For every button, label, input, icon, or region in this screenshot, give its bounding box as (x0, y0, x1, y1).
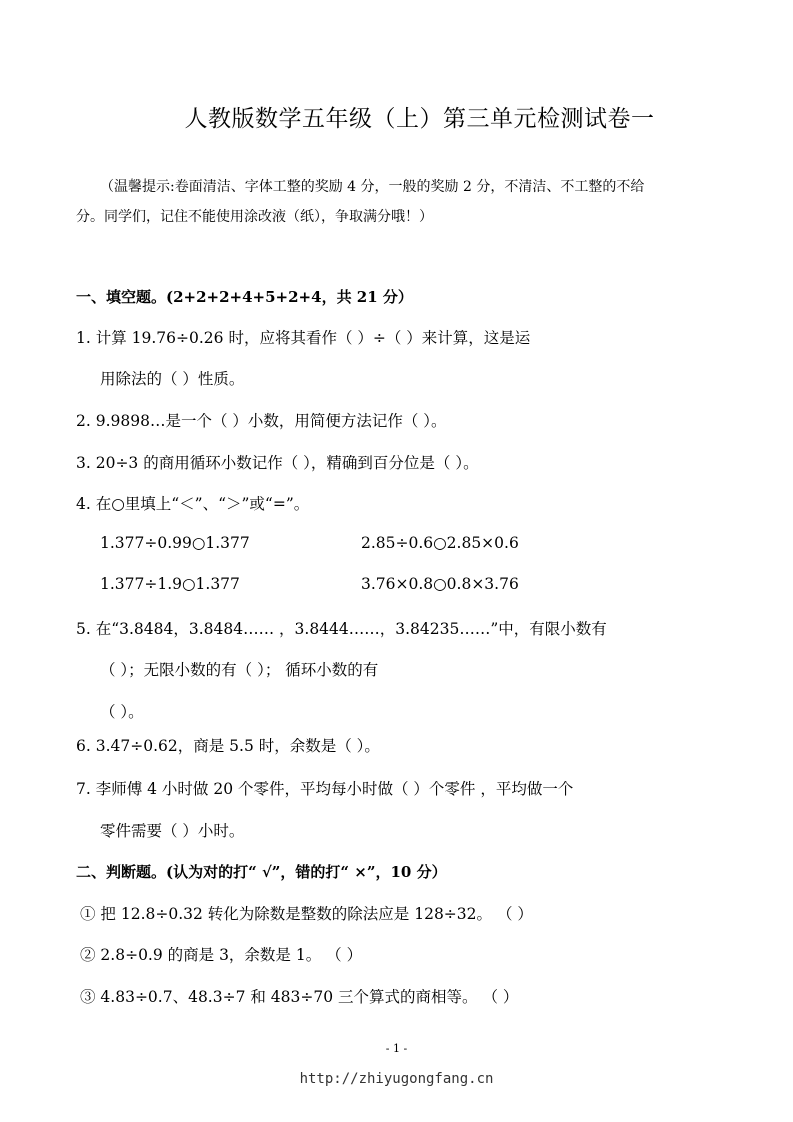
question-2: 2. 9.9898…是一个（ ）小数，用简便方法记作（ ）。 (76, 412, 447, 430)
question-4-item-d: 3.76×0.8○0.8×3.76 (361, 575, 519, 593)
question-4-item-c: 1.377÷1.9○1.377 (100, 575, 240, 593)
question-4-item-b: 2.85÷0.6○2.85×0.6 (361, 534, 519, 552)
question-3: 3. 20÷3 的商用循环小数记作（ ），精确到百分位是（ ）。 (76, 454, 479, 472)
question-5-line-2: （ ）；无限小数的有（ ）； 循环小数的有 (100, 661, 379, 679)
tip-line-2: 分。同学们，记住不能使用涂改液（纸），争取满分哦！） (76, 209, 433, 225)
section-1-heading: 一、填空题。(2+2+2+4+5+2+4，共 21 分） (76, 288, 413, 306)
question-4: 4. 在○里填上“＜”、“＞”或“=”。 (76, 495, 310, 513)
question-7-line-1: 7. 李师傅 4 小时做 20 个零件，平均每小时做（ ）个零件 ，平均做一个 (76, 780, 574, 798)
question-4-item-a: 1.377÷0.99○1.377 (100, 534, 250, 552)
question-5-line-3: （ ）。 (100, 703, 144, 721)
question-7-line-2: 零件需要（ ）小时。 (100, 822, 245, 840)
section-2-heading: 二、判断题。(认为对的打“ √”，错的打“ ×”，10 分） (76, 863, 447, 881)
judgement-1: ① 把 12.8÷0.32 转化为除数是整数的除法应是 128÷32。 （ ） (80, 905, 533, 923)
question-5-line-1: 5. 在“3.8484，3.8484…… ，3.8444……，3.84235……”中，有限小数有 (76, 620, 607, 638)
question-6: 6. 3.47÷0.62，商是 5.5 时，余数是（ ）。 (76, 737, 380, 755)
question-1-line-2: 用除法的（ ）性质。 (100, 370, 245, 388)
footer-url[interactable]: http://zhiyugongfang.cn (299, 1071, 494, 1087)
page-number: - 1 - (385, 1042, 408, 1055)
judgement-3: ③ 4.83÷0.7、48.3÷7 和 483÷70 三个算式的商相等。 （ ） (80, 988, 519, 1006)
question-1-line-1: 1. 计算 19.76÷0.26 时，应将其看作（ ）÷（ ）来计算，这是运 (76, 329, 531, 347)
page-title: 人教版数学五年级（上）第三单元检测试卷一 (184, 106, 655, 132)
judgement-2: ② 2.8÷0.9 的商是 3，余数是 1。 （ ） (80, 946, 363, 964)
tip-line-1: （温馨提示:卷面清洁、字体工整的奖励 4 分，一般的奖励 2 分，不清洁、不工整的不给 (100, 179, 645, 195)
